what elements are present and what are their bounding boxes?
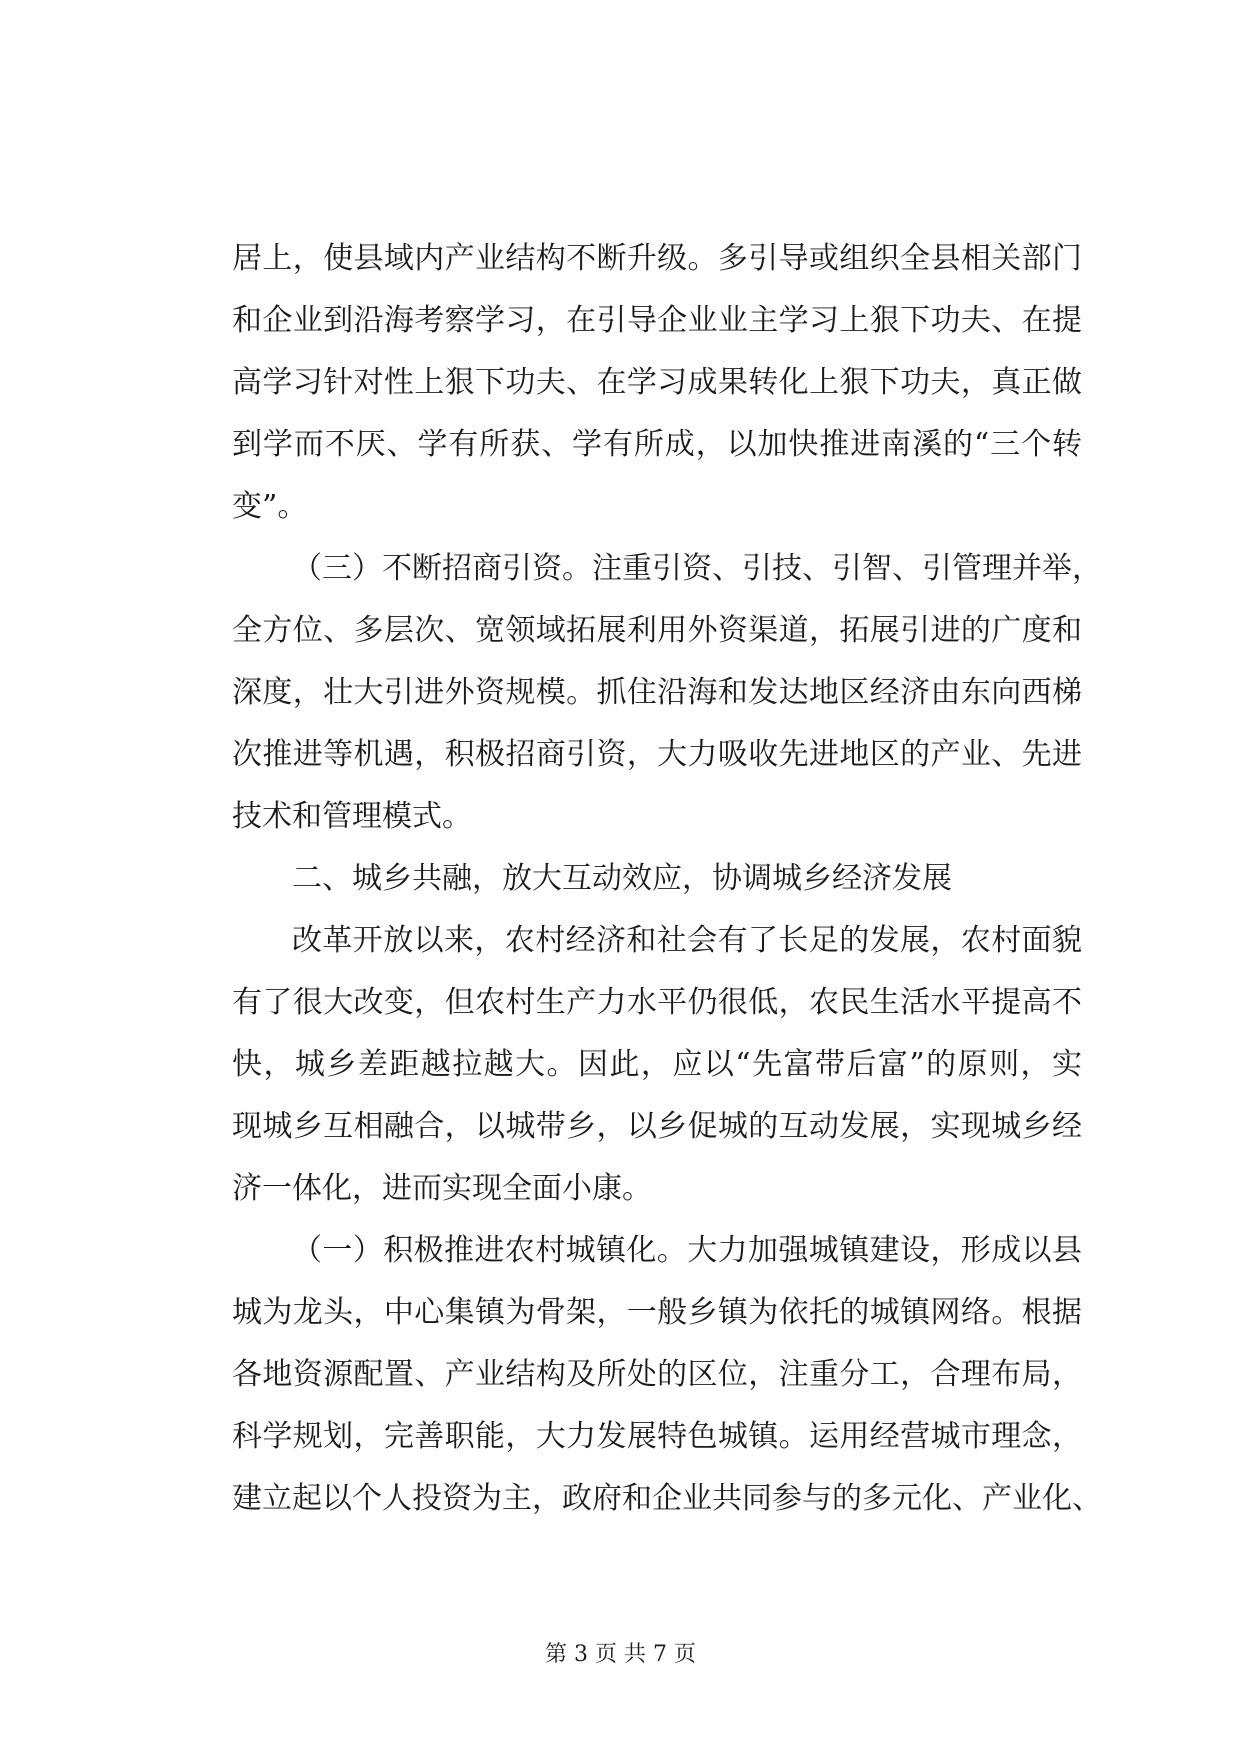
text-line: 济一体化，进而实现全面小康。 [232,1171,652,1206]
text-line: 建立起以个人投资为主，政府和企业共同参与的多元化、产业化、 [232,1481,1102,1516]
text-line: 深度，壮大引进外资规模。抓住沿海和发达地区经济由东向西梯 [232,675,1082,710]
text-line: 到学而不厌、学有所获、学有所成，以加快推进南溪的“三个转 [232,427,1082,462]
text-line: 和企业到沿海考察学习，在引导企业业主学习上狠下功夫、在提 [232,303,1082,338]
text-line: 各地资源配置、产业结构及所处的区位，注重分工，合理布局， [232,1357,1082,1392]
text-line: 次推进等机遇，积极招商引资，大力吸收先进地区的产业、先进 [232,737,1082,772]
text-line: 全方位、多层次、宽领域拓展利用外资渠道，拓展引进的广度和 [232,613,1082,648]
section-heading: （三）不断招商引资。注重引资、引技、引智、引管理并举， [292,551,1102,586]
text-line: 技术和管理模式。 [232,799,472,834]
section-heading: （一）积极推进农村城镇化。大力加强城镇建设，形成以县 [292,1233,1082,1268]
text-line: 现城乡互相融合，以城带乡，以乡促城的互动发展，实现城乡经 [232,1109,1082,1144]
text-line: 变”。 [232,489,308,524]
body-text [232,228,1102,1530]
section-heading: 二、城乡共融，放大互动效应，协调城乡经济发展 [292,861,952,896]
text-line: 科学规划，完善职能，大力发展特色城镇。运用经营城市理念， [232,1419,1082,1454]
text-line: 改革开放以来，农村经济和社会有了长足的发展，农村面貌 [292,923,1082,958]
page-number-footer: 第 3 页 共 7 页 [545,1642,696,1667]
text-line: 居上，使县域内产业结构不断升级。多引导或组织全县相关部门 [232,241,1082,276]
text-line: 有了很大改变，但农村生产力水平仍很低，农民生活水平提高不 [232,985,1082,1020]
text-line: 快，城乡差距越拉越大。因此，应以“先富带后富”的原则，实 [232,1047,1082,1082]
text-line: 城为龙头，中心集镇为骨架，一般乡镇为依托的城镇网络。根据 [232,1295,1082,1330]
text-line: 高学习针对性上狠下功夫、在学习成果转化上狠下功夫，真正做 [232,365,1082,400]
